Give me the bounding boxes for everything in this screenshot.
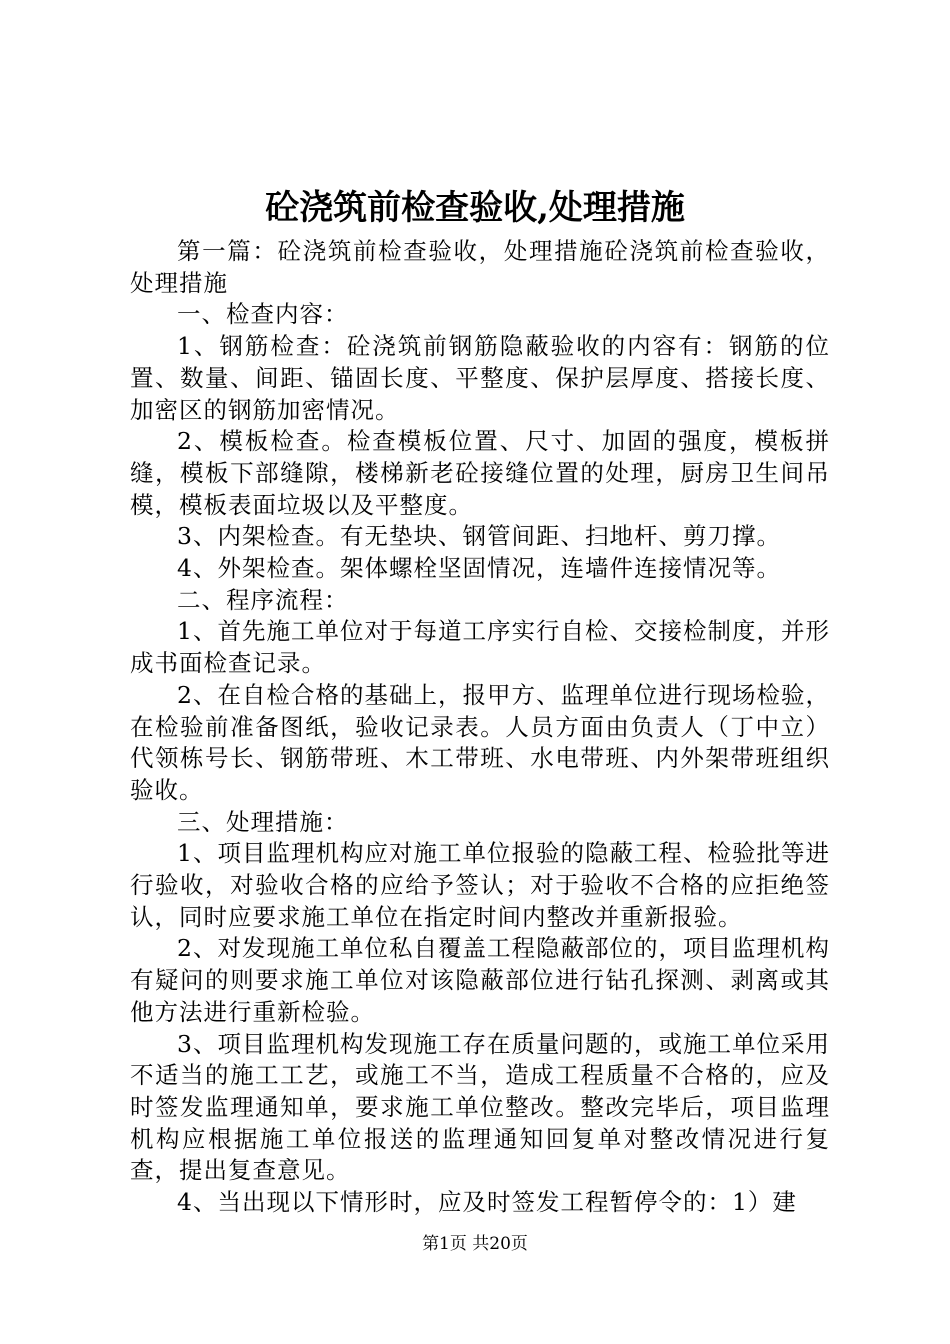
paragraph: 1、钢筋检查：砼浇筑前钢筋隐蔽验收的内容有：钢筋的位置、数量、间距、锚固长度、平整度、保护层厚度、搭接长度、加密区的钢筋加密情况。 [130, 332, 830, 424]
paragraph: 1、首先施工单位对于每道工序实行自检、交接检制度，并形成书面检查记录。 [130, 617, 830, 678]
paragraph: 第一篇：砼浇筑前检查验收，处理措施砼浇筑前检查验收，处理措施 [130, 237, 830, 297]
paragraph: 4、当出现以下情形时，应及时签发工程暂停令的：1）建 [177, 1188, 797, 1217]
paragraph: 4、外架检查。架体螺栓坚固情况，连墙件连接情况等。 [177, 554, 781, 583]
document-body [130, 236, 830, 1219]
section-heading: 二、程序流程： [177, 585, 349, 614]
paragraph: 3、项目监理机构发现施工存在质量问题的，或施工单位采用不适当的施工工艺，或施工不当，造成工程质量不合格的，应及时签发监理通知单，要求施工单位整改。整改完毕后，项目监理机构应根据施工单位报送的监理通知回复单对整改情况进行复查，提出复查意见。 [130, 1029, 830, 1185]
section-heading: 一、检查内容： [177, 300, 349, 329]
paragraph: 2、在自检合格的基础上，报甲方、监理单位进行现场检验，在检验前准备图纸，验收记录表。人员方面由负责人（丁中立）代领栋号长、钢筋带班、木工带班、水电带班、内外架带班组织验收。 [130, 680, 830, 804]
paragraph: 2、模板检查。检查模板位置、尺寸、加固的强度，模板拼缝，模板下部缝隙，楼梯新老砼接缝位置的处理，厨房卫生间吊模，模板表面垃圾以及平整度。 [130, 427, 830, 519]
section-heading: 三、处理措施： [177, 807, 349, 836]
paragraph: 2、对发现施工单位私自覆盖工程隐蔽部位的，项目监理机构有疑问的则要求施工单位对该隐蔽部位进行钻孔探测、剥离或其他方法进行重新检验。 [130, 934, 830, 1026]
paragraph: 1、项目监理机构应对施工单位报验的隐蔽工程、检验批等进行验收，对验收合格的应给予签认；对于验收不合格的应拒绝签认，同时应要求施工单位在指定时间内整改并重新报验。 [130, 839, 830, 931]
document-title: 砼浇筑前检查验收,处理措施 [265, 188, 685, 228]
page-footer: 第1页 共20页 [422, 1234, 528, 1254]
paragraph: 3、内架检查。有无垫块、钢管间距、扫地杆、剪刀撑。 [177, 522, 781, 551]
